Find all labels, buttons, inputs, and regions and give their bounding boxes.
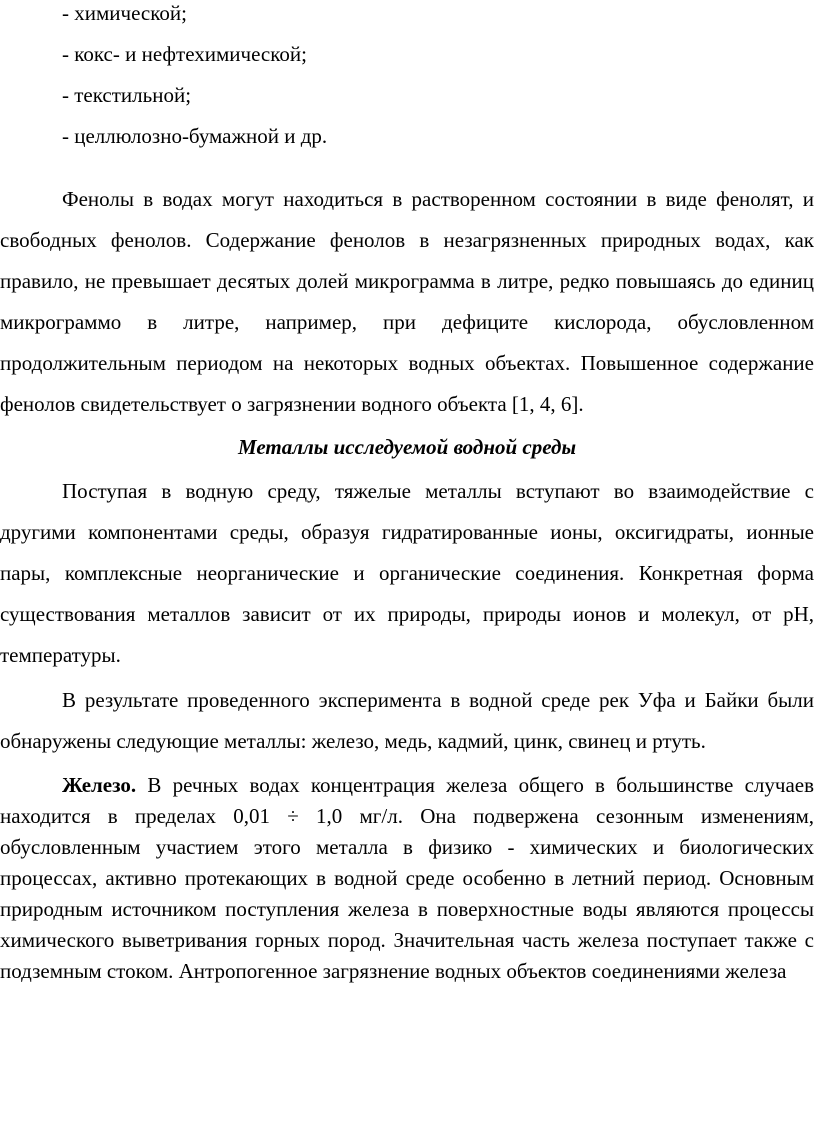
paragraph-iron	[0, 770, 814, 987]
paragraph-phenols: Фенолы в водах могут находиться в растворенном состоянии в виде фенолят, и свободных фенолов. Содержание фенолов в незагрязненных природных водах, как правило, не превышает десятых долей микрограмма в литре, редко повышаясь до единиц микрограммо в литре, например, при дефиците кислорода, обусловленном продолжительным периодом на некоторых водных объектах. Повышенное содержание фенолов свидетельствует о загрязнении водного объекта [1, 4, 6].	[0, 187, 814, 416]
iron-text: В речных водах концентрация железа общего в большинстве случаев находится в пределах 0,01 ÷ 1,0 мг/л. Она подвержена сезонным изменениям, обусловленным участием этого металла в физико - химических и биологических процессах, активно протекающих в водной среде особенно в летний период. Основным природным источником поступления железа в поверхностные воды являются процессы химического выветривания горных пород. Значительная часть железа поступает также с подземным стоком. Антропогенное загрязнение водных объектов соединениями железа	[0, 773, 814, 983]
list-item: - текстильной;	[62, 83, 192, 107]
paragraph-metals-intro: Поступая в водную среду, тяжелые металлы вступают во взаимодействие с другими компонентами среды, образуя гидратированные ионы, оксигидраты, ионные пары, комплексные неорганические и органические соединения. Конкретная форма существования металлов зависит от их природы, природы ионов и молекул, от pH, температуры.	[0, 479, 814, 667]
document-page	[0, 3, 816, 1123]
industry-list	[0, 3, 814, 167]
section-heading: Металлы исследуемой водной среды	[237, 435, 577, 459]
iron-label: Железо.	[62, 773, 137, 797]
list-item: - химической;	[62, 1, 187, 25]
list-item: - целлюлозно-бумажной и др.	[62, 124, 328, 148]
paragraph-experiment: В результате проведенного эксперимента в водной среде рек Уфа и Байки были обнаружены следующие металлы: железо, медь, кадмий, цинк, свинец и ртуть.	[0, 688, 814, 753]
list-item: - кокс- и нефтехимической;	[62, 42, 307, 66]
